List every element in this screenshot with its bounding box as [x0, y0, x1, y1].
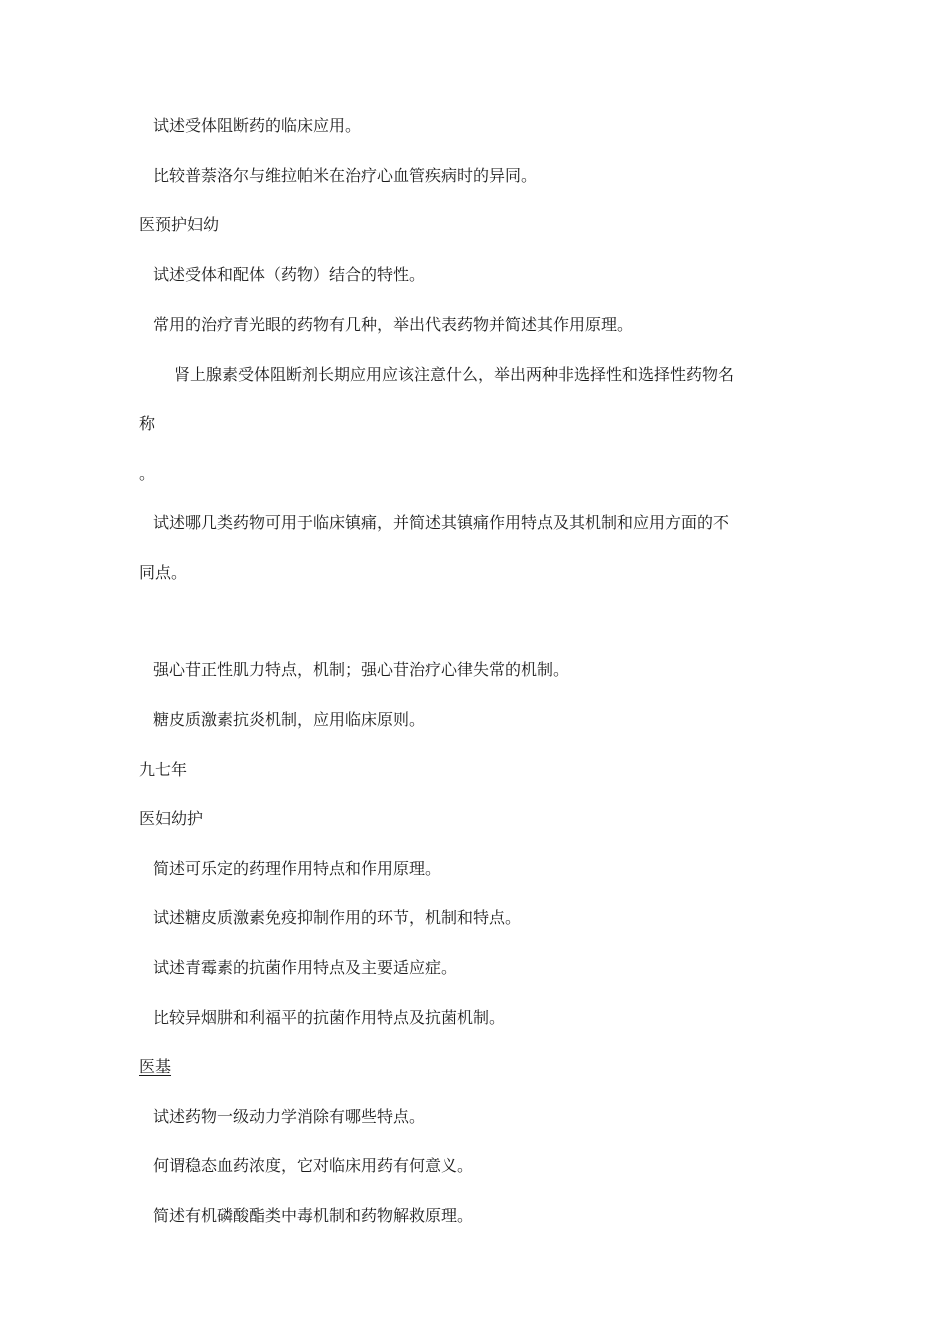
question-line: 肾上腺素受体阻断剂长期应用应该注意什么，举出两种非选择性和选择性药物名 [174, 365, 735, 384]
question-line: 试述青霉素的抗菌作用特点及主要适应症。 [153, 958, 458, 977]
question-line: 试述哪几类药物可用于临床镇痛，并简述其镇痛作用特点及其机制和应用方面的不 [153, 513, 730, 532]
question-line: 糖皮质激素抗炎机制，应用临床原则。 [153, 710, 426, 729]
question-line: 常用的治疗青光眼的药物有几种，举出代表药物并简述其作用原理。 [153, 315, 634, 334]
question-line-continuation: 同点。 [139, 563, 188, 582]
question-line-continuation: 称 [139, 414, 156, 433]
question-line: 简述可乐定的药理作用特点和作用原理。 [153, 859, 442, 878]
question-line: 简述有机磷酸酯类中毒机制和药物解救原理。 [153, 1206, 474, 1225]
question-line: 比较普萘洛尔与维拉帕米在治疗心血管疾病时的异同。 [153, 166, 538, 185]
question-line: 比较异烟肼和利福平的抗菌作用特点及抗菌机制。 [153, 1008, 506, 1027]
question-line: 试述药物一级动力学消除有哪些特点。 [153, 1107, 426, 1126]
section-heading: 医妇幼护 [139, 809, 204, 828]
section-heading: 医基 [139, 1057, 172, 1076]
question-line-continuation: 。 [139, 464, 156, 483]
year-heading: 九七年 [139, 760, 188, 779]
question-line: 强心苷正性肌力特点，机制；强心苷治疗心律失常的机制。 [153, 660, 570, 679]
question-line: 试述受体和配体（药物）结合的特性。 [153, 265, 426, 284]
question-line: 试述糖皮质激素免疫抑制作用的环节，机制和特点。 [153, 908, 522, 927]
question-line: 试述受体阻断药的临床应用。 [153, 116, 362, 135]
question-line: 何谓稳态血药浓度，它对临床用药有何意义。 [153, 1156, 474, 1175]
section-heading: 医预护妇幼 [139, 215, 220, 234]
